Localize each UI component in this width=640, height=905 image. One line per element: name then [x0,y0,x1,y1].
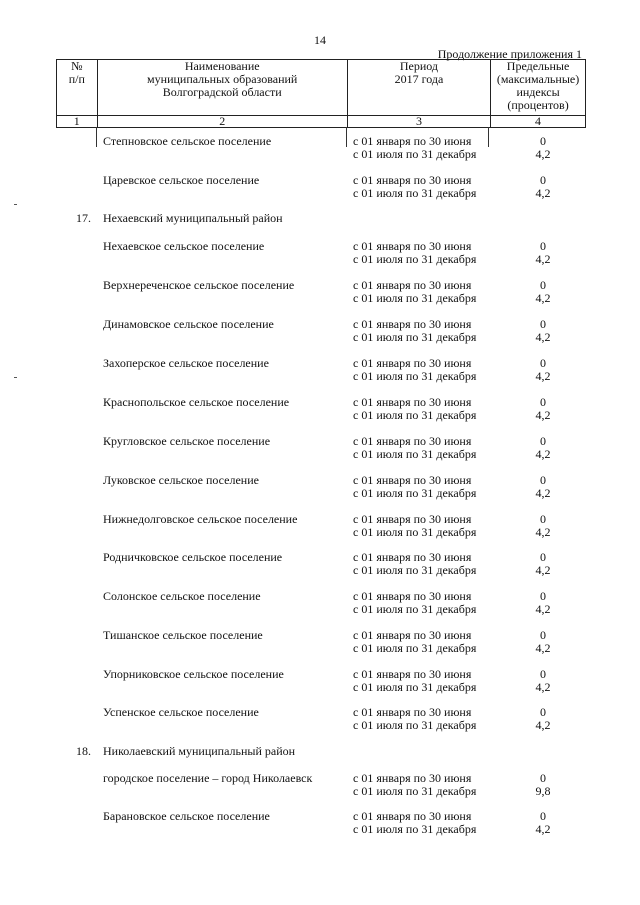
period-second-half: с 01 июля по 31 декабря [353,252,477,266]
period-first-half: с 01 января по 30 июня [353,473,472,487]
period-first-half: с 01 января по 30 июня [353,317,472,331]
header-num-1: 1 [57,116,98,128]
index-second-half: 4,2 [535,447,551,461]
index-first-half: 0 [540,395,546,409]
index-first-half: 0 [540,589,546,603]
column-rule [346,127,347,147]
period-first-half: с 01 января по 30 июня [353,667,472,681]
page-number: 14 [314,33,326,47]
period-second-half: с 01 июля по 31 декабря [353,784,477,798]
row-number: 17. [76,211,91,225]
index-first-half: 0 [540,134,546,148]
index-second-half: 4,2 [535,369,551,383]
index-second-half: 4,2 [535,525,551,539]
index-first-half: 0 [540,512,546,526]
row-name: Царевское сельское поселение [103,173,260,187]
index-second-half: 4,2 [535,330,551,344]
period-first-half: с 01 января по 30 июня [353,705,472,719]
period-first-half: с 01 января по 30 июня [353,395,472,409]
period-second-half: с 01 июля по 31 декабря [353,641,477,655]
period-first-half: с 01 января по 30 июня [353,134,472,148]
period-second-half: с 01 июля по 31 декабря [353,822,477,836]
row-name: Успенское сельское поселение [103,705,259,719]
period-first-half: с 01 января по 30 июня [353,278,472,292]
index-first-half: 0 [540,473,546,487]
period-first-half: с 01 января по 30 июня [353,628,472,642]
row-name: Барановское сельское поселение [103,809,270,823]
index-first-half: 0 [540,628,546,642]
index-first-half: 0 [540,356,546,370]
period-second-half: с 01 июля по 31 декабря [353,369,477,383]
header-num-3: 3 [347,116,490,128]
row-name: Верхнереченское сельское поселение [103,278,295,292]
index-first-half: 0 [540,705,546,719]
index-second-half: 9,8 [535,784,551,798]
index-second-half: 4,2 [535,408,551,422]
period-second-half: с 01 июля по 31 декабря [353,486,477,500]
header-num-2: 2 [97,116,347,128]
table-header [56,59,586,128]
index-second-half: 4,2 [535,680,551,694]
row-name: Нехаевский муниципальный район [103,211,283,225]
period-second-half: с 01 июля по 31 декабря [353,680,477,694]
row-name: Луковское сельское поселение [103,473,259,487]
row-name: Тишанское сельское поселение [103,628,263,642]
period-first-half: с 01 января по 30 июня [353,239,472,253]
period-second-half: с 01 июля по 31 декабря [353,330,477,344]
continuation-label: Продолжение приложения 1 [437,47,582,61]
index-first-half: 0 [540,173,546,187]
period-first-half: с 01 января по 30 июня [353,512,472,526]
period-second-half: с 01 июля по 31 декабря [353,447,477,461]
header-col-number: № п/п [57,60,98,116]
index-second-half: 4,2 [535,186,551,200]
header-col-period: Период 2017 года [347,60,490,116]
row-name: Динамовское сельское поселение [103,317,274,331]
header-col-name: Наименование муниципальных образований Волгоградской области [97,60,347,116]
row-name: Нехаевское сельское поселение [103,239,265,253]
period-first-half: с 01 января по 30 июня [353,771,472,785]
index-second-half: 4,2 [535,563,551,577]
period-second-half: с 01 июля по 31 декабря [353,147,477,161]
row-name: Нижнедолговское сельское поселение [103,512,298,526]
period-second-half: с 01 июля по 31 декабря [353,291,477,305]
row-name: Кругловское сельское поселение [103,434,271,448]
row-name: городское поселение – город Николаевск [103,771,313,785]
index-first-half: 0 [540,550,546,564]
header-num-4: 4 [491,116,586,128]
index-second-half: 4,2 [535,602,551,616]
index-second-half: 4,2 [535,291,551,305]
period-second-half: с 01 июля по 31 декабря [353,602,477,616]
index-second-half: 4,2 [535,147,551,161]
row-name: Родничковское сельское поселение [103,550,283,564]
index-first-half: 0 [540,278,546,292]
period-second-half: с 01 июля по 31 декабря [353,408,477,422]
period-first-half: с 01 января по 30 июня [353,589,472,603]
index-second-half: 4,2 [535,486,551,500]
index-second-half: 4,2 [535,718,551,732]
index-first-half: 0 [540,809,546,823]
index-first-half: 0 [540,771,546,785]
row-name: Краснопольское сельское поселение [103,395,290,409]
index-second-half: 4,2 [535,252,551,266]
column-rule [488,127,489,147]
index-first-half: 0 [540,317,546,331]
period-second-half: с 01 июля по 31 декабря [353,563,477,577]
header-col-index: Предельные (максимальные) индексы (процентов) [491,60,586,116]
scan-mark [14,377,17,378]
index-second-half: 4,2 [535,641,551,655]
period-first-half: с 01 января по 30 июня [353,550,472,564]
row-name: Степновское сельское поселение [103,134,272,148]
period-first-half: с 01 января по 30 июня [353,173,472,187]
row-name: Захоперское сельское поселение [103,356,269,370]
row-name: Упорниковское сельское поселение [103,667,284,681]
index-first-half: 0 [540,667,546,681]
period-first-half: с 01 января по 30 июня [353,356,472,370]
scan-mark [14,204,17,205]
row-name: Николаевский муниципальный район [103,744,296,758]
row-name: Солонское сельское поселение [103,589,261,603]
index-second-half: 4,2 [535,822,551,836]
period-first-half: с 01 января по 30 июня [353,809,472,823]
column-rule [96,127,97,147]
row-number: 18. [76,744,91,758]
period-second-half: с 01 июля по 31 декабря [353,186,477,200]
period-second-half: с 01 июля по 31 декабря [353,718,477,732]
period-first-half: с 01 января по 30 июня [353,434,472,448]
period-second-half: с 01 июля по 31 декабря [353,525,477,539]
index-first-half: 0 [540,239,546,253]
index-first-half: 0 [540,434,546,448]
